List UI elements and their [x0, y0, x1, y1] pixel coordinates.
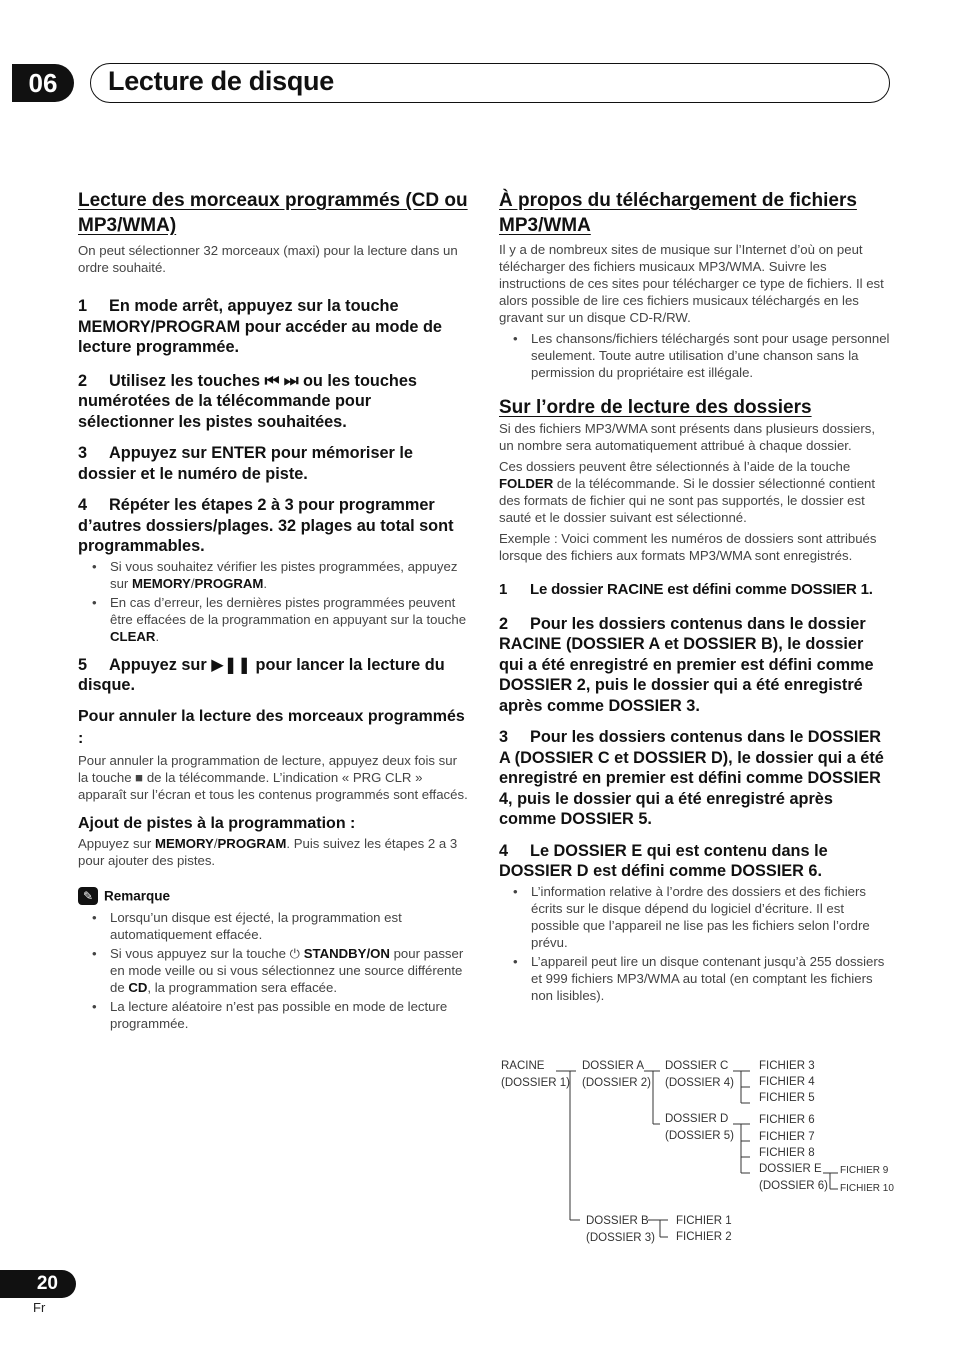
step-text: En mode arrêt, appuyez sur la touche MEMORY/PROGRAM pour accéder au mode de lecture programmée.	[78, 297, 442, 356]
cancel-text: Pour annuler la programmation de lecture, appuyez deux fois sur la touche ■ de la télécommande. L’indication « PRG CLR » apparaît sur l’écran et tous les contenus programmés sont effacés.	[78, 752, 468, 802]
add-text: Appuyez sur MEMORY/PROGRAM. Puis suivez les étapes 2 a 3 pour ajouter des pistes.	[78, 835, 458, 868]
tree-node-fichier-3: FICHIER 3	[759, 1060, 815, 1072]
list-item: • Si vous souhaitez vérifier les pistes programmées, appuyez sur MEMORY/PROGRAM.	[110, 558, 470, 592]
note-label: Remarque	[104, 888, 171, 903]
step-text: Utilisez les touches ⏮ ⏭ ou les touches numérotées de la télécommande pour sélectionner les pistes souhaitées.	[78, 371, 417, 431]
list-item: • Lorsqu’un disque est éjecté, la programmation est automatiquement effacée.	[110, 909, 470, 943]
folder-text-2: Ces dossiers peuvent être sélectionnés à l’aide de la touche FOLDER de la télécommande. Si le dossier sélectionné contient des formats de fichier qui ne sont pas supportés, le dossier est sauté et le dossier suivant est sélectionné.	[499, 459, 876, 525]
folder-step-3: 3 Pour les dossiers contenus dans le DOSSIER A (DOSSIER C et DOSSIER D), le dossier qui a été enregistré en premier est défini comme DOSSIER 4, puis le dossier qui a été enregistré après comme DOSSIER 5.	[499, 728, 884, 828]
tree-node-dossier-e: DOSSIER E	[759, 1163, 822, 1175]
tree-node-dossier-e-num: (DOSSIER 6)	[759, 1180, 829, 1192]
step-number: 3	[78, 444, 88, 462]
folder-step-2: 2 Pour les dossiers contenus dans le dossier RACINE (DOSSIER A et DOSSIER B), le dossier qui a été enregistré en premier est défini comme DOSSIER 2, puis le dossier qui a été enregistré après comme DOSSIER 3.	[499, 614, 874, 715]
step-text: Répéter les étapes 2 à 3 pour programmer d’autres dossiers/plages. 32 plages au total sont programmables.	[78, 496, 454, 555]
chapter-number: 06	[12, 64, 74, 102]
step-text: Appuyez sur ▶❚❚ pour lancer la lecture du disque.	[78, 655, 445, 694]
tree-node-fichier-5: FICHIER 5	[759, 1092, 815, 1104]
tree-node-dossier-b: DOSSIER B	[586, 1215, 649, 1227]
step-number: 4	[78, 496, 88, 514]
section-title-folder-order: Sur l’ordre de lecture des dossiers	[499, 397, 812, 418]
list-item: • L’information relative à l’ordre des dossiers et des fichiers écrits sur le disque dépend du logiciel d’écriture. Il est possible que l’appareil ne lise pas les fichiers selon l’ordre prévu.	[531, 883, 891, 951]
tree-node-fichier-2: FICHIER 2	[676, 1231, 732, 1243]
page-language: Fr	[33, 1300, 46, 1315]
tree-node-dossier-a-num: (DOSSIER 2)	[582, 1077, 652, 1089]
list-item: • L’appareil peut lire un disque contenant jusqu’à 255 dossiers et 999 fichiers MP3/WMA au total (en comptant les fichiers non lisibles).	[531, 953, 891, 1004]
list-item: • En cas d’erreur, les dernières pistes programmées peuvent être effacées de la programmation en appuyant sur la touche CLEAR.	[110, 594, 470, 645]
step-text: Appuyez sur ENTER pour mémoriser le dossier et le numéro de piste.	[78, 444, 413, 483]
tree-node-dossier-b-num: (DOSSIER 3)	[586, 1232, 656, 1244]
section-title-download: À propos du téléchargement de fichiers MP3/WMA	[499, 190, 857, 236]
tree-node-racine: RACINE	[501, 1060, 545, 1072]
tree-node-dossier-c: DOSSIER C	[665, 1060, 729, 1072]
tree-node-fichier-10: FICHIER 10	[840, 1183, 894, 1194]
intro-text: On peut sélectionner 32 morceaux (maxi) pour la lecture dans un ordre souhaité.	[78, 243, 458, 275]
page-number: 20	[0, 1270, 76, 1298]
tree-node-fichier-7: FICHIER 7	[759, 1131, 815, 1143]
list-item: • La lecture aléatoire n’est pas possible en mode de lecture programmée.	[110, 998, 470, 1032]
add-title: Ajout de pistes à la programmation :	[78, 814, 356, 832]
note-pencil-icon: ✎	[78, 887, 98, 905]
tree-node-fichier-1: FICHIER 1	[676, 1215, 732, 1227]
cancel-title: Pour annuler la lecture des morceaux programmés :	[78, 707, 465, 747]
tree-node-fichier-9: FICHIER 9	[840, 1165, 889, 1176]
folder-step-1: 1 Le dossier RACINE est défini comme DOSSIER 1.	[499, 581, 873, 598]
folder-text-1: Si des fichiers MP3/WMA sont présents dans plusieurs dossiers, un nombre sera automatiquement attribué à chaque dossier.	[499, 421, 875, 453]
tree-node-dossier-d-num: (DOSSIER 5)	[665, 1130, 735, 1142]
folder-step-4: 4 Le DOSSIER E qui est contenu dans le DOSSIER D est défini comme DOSSIER 6.	[499, 841, 828, 880]
download-text: Il y a de nombreux sites de musique sur l’Internet d’où on peut télécharger des fichiers musicaux MP3/WMA. Suivre les instructions de ces sites pour télécharger ce type de fichiers. Il est alors possible de lire ces fichiers musicaux téléchargés en les gravant sur un disque CD-R/RW.	[499, 242, 884, 325]
chapter-title: Lecture de disque	[108, 66, 334, 96]
list-item: • Si vous appuyez sur la touche ⏻ STANDBY/ON pour passer en mode veille ou si vous sélectionnez une source différente de CD, la programmation sera effacée.	[110, 945, 470, 996]
section-title-programmed: Lecture des morceaux programmés (CD ou MP3/WMA)	[78, 190, 468, 236]
example-text: Exemple : Voici comment les numéros de dossiers sont attribués lorsque des fichiers aux formats MP3/WMA sont enregistrés.	[499, 531, 877, 563]
tree-node-fichier-8: FICHIER 8	[759, 1147, 815, 1159]
tree-node-dossier-a: DOSSIER A	[582, 1060, 644, 1072]
tree-node-fichier-4: FICHIER 4	[759, 1076, 815, 1088]
tree-node-fichier-6: FICHIER 6	[759, 1114, 815, 1126]
step-number: 1	[78, 297, 88, 315]
tree-node-racine-num: (DOSSIER 1)	[501, 1077, 571, 1089]
step-number: 5	[78, 655, 88, 674]
tree-node-dossier-d: DOSSIER D	[665, 1113, 729, 1125]
step-number: 2	[78, 371, 88, 390]
tree-node-dossier-c-num: (DOSSIER 4)	[665, 1077, 735, 1089]
list-item: • Les chansons/fichiers téléchargés sont pour usage personnel seulement. Toute autre utilisation d’une chanson sans la permission du propriétaire est illégale.	[531, 330, 891, 381]
